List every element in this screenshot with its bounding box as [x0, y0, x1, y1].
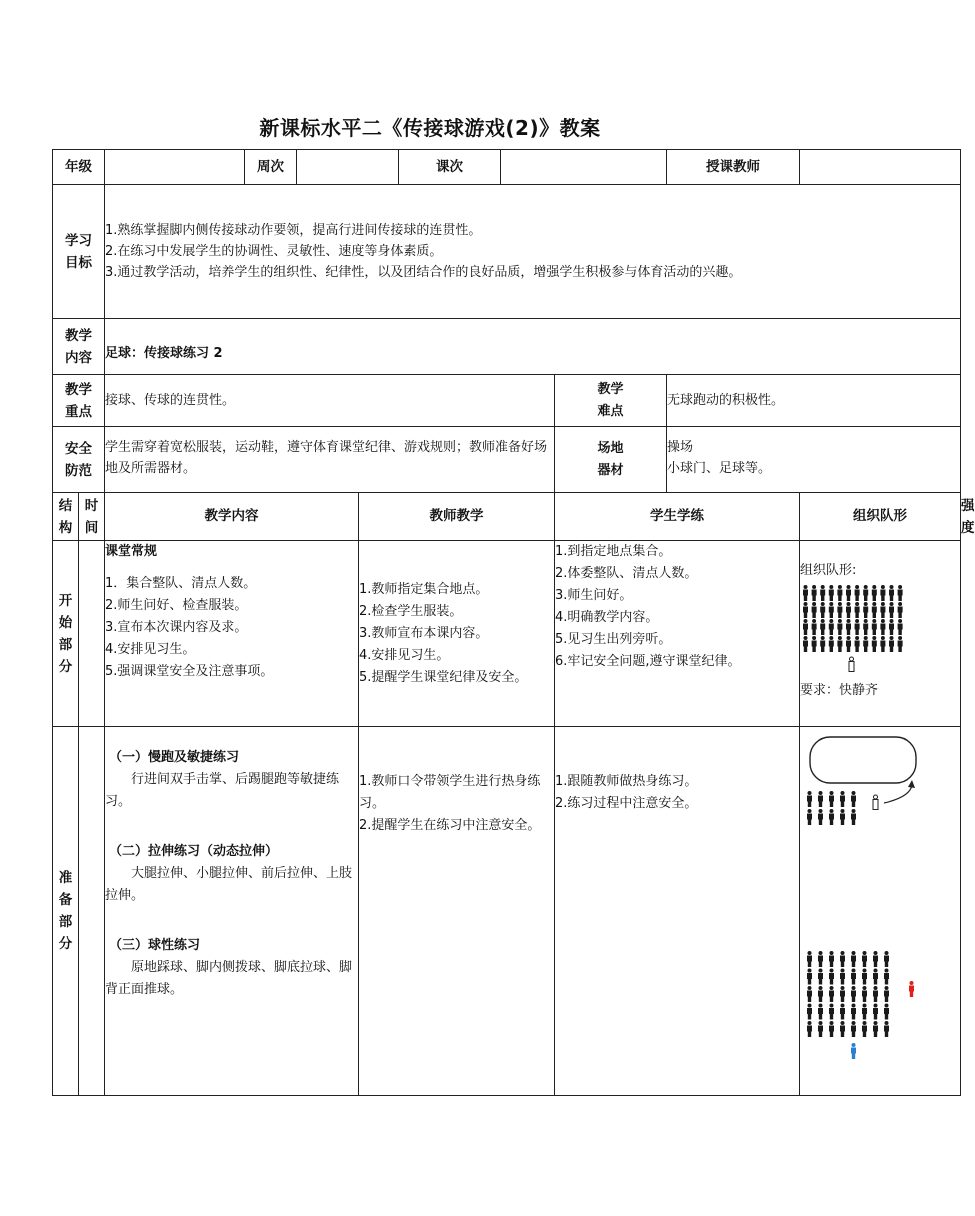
student-figure-icon	[863, 585, 868, 601]
prep-block-title: （三）球性练习	[109, 938, 201, 953]
student-figure-icon	[820, 602, 825, 618]
student-figure-icon	[862, 1021, 867, 1037]
student-figure-icon	[803, 585, 808, 601]
list-item: 1.教师口令带领学生进行热身练习。	[359, 774, 541, 811]
safety-label: 安全 防范	[53, 427, 105, 493]
student-figure-icon	[851, 986, 856, 1002]
student-figure-icon	[820, 636, 825, 652]
student-figure-icon	[873, 1021, 878, 1037]
formation-title: 组织队形:	[800, 563, 857, 578]
difficulty-label: 教学 难点	[555, 375, 667, 427]
student-figure-icon	[898, 585, 903, 601]
col-teacher: 教师教学	[359, 493, 555, 541]
list-item: 2.提醒学生在练习中注意安全。	[359, 818, 541, 833]
student-figure-icon	[818, 1004, 823, 1020]
section-prep-content	[105, 727, 359, 1096]
list-item: 4.安排见习生。	[359, 647, 450, 663]
section-prep-formation	[800, 727, 961, 1096]
student-figure-icon	[889, 602, 894, 618]
student-figure-icon	[812, 636, 817, 652]
student-figure-icon	[837, 602, 842, 618]
student-figure-icon	[873, 969, 878, 985]
col-time: 时 间	[79, 493, 105, 541]
section-start-student	[555, 541, 800, 727]
student-figure-icon	[837, 585, 842, 601]
student-figure-icon	[807, 951, 812, 967]
list-item: 4.安排见习生。	[105, 642, 196, 657]
grade-value[interactable]	[105, 150, 245, 185]
student-figure-icon	[829, 951, 834, 967]
student-figure-icon	[829, 791, 834, 807]
student-figure-icon	[803, 636, 808, 652]
student-figure-icon	[880, 636, 885, 652]
list-item: 1.跟随教师做热身练习。	[555, 774, 698, 789]
prep-block-body: 行进间双手击掌、后踢腿跑等敏捷练习。	[105, 772, 340, 809]
grade-label: 年级	[53, 150, 105, 185]
student-figure-icon	[829, 809, 834, 825]
student-figure-icon	[880, 619, 885, 635]
direction-arrow-icon	[884, 785, 912, 803]
student-figure-icon	[873, 951, 878, 967]
list-item: 5.见习生出列旁听。	[555, 632, 672, 647]
objective-item: 2.在练习中发展学生的协调性、灵敏性、速度等身体素质。	[105, 244, 443, 259]
student-figure-icon	[889, 585, 894, 601]
col-content: 教学内容	[105, 493, 359, 541]
formation-diagram-warmup	[804, 733, 924, 829]
list-item: 5.提醒学生课堂纪律及安全。	[359, 669, 528, 685]
student-figure-icon	[851, 969, 856, 985]
list-item: 1.教师指定集合地点。	[359, 581, 489, 597]
student-figure-icon	[837, 619, 842, 635]
list-item: 2.练习过程中注意安全。	[555, 796, 698, 811]
student-figure-icon	[862, 951, 867, 967]
student-figure-icon	[807, 809, 812, 825]
student-figure-icon	[851, 791, 856, 807]
teacher-value[interactable]	[800, 150, 961, 185]
section-start-content	[105, 541, 359, 727]
student-figure-icon	[818, 951, 823, 967]
lesson-value[interactable]	[501, 150, 667, 185]
teacher-red-figure-icon	[909, 981, 914, 997]
list-item: 2.师生问好、检查服装。	[105, 598, 248, 613]
student-figure-icon	[863, 636, 868, 652]
content-label: 教学 内容	[53, 319, 105, 375]
student-figure-icon	[812, 602, 817, 618]
week-value[interactable]	[297, 150, 399, 185]
student-figure-icon	[803, 619, 808, 635]
col-student: 学生学练	[555, 493, 800, 541]
venue-value: 操场 小球门、足球等。	[667, 427, 961, 493]
student-figure-icon	[889, 636, 894, 652]
student-figure-icon	[829, 619, 834, 635]
lesson-label: 课次	[399, 150, 501, 185]
student-figure-icon	[818, 791, 823, 807]
safety-value: 学生需穿着宽松服装，运动鞋，遵守体育课堂纪律、游戏规则；教师准备好场地及所需器材。	[105, 427, 555, 493]
col-formation: 组织队形	[800, 493, 961, 541]
student-figure-icon	[818, 986, 823, 1002]
section-start-teacher	[359, 541, 555, 727]
student-figure-icon	[846, 619, 851, 635]
key-points-value: 接球、传球的连贯性。	[105, 375, 555, 427]
list-item: 1．集合整队、清点人数。	[105, 576, 257, 591]
list-item: 4.明确教学内容。	[555, 610, 659, 625]
section-prep-teacher	[359, 727, 555, 1096]
student-figure-icon	[880, 602, 885, 618]
student-figure-icon	[807, 986, 812, 1002]
student-figure-icon	[873, 986, 878, 1002]
venue-label: 场地 器材	[555, 427, 667, 493]
student-figure-icon	[807, 969, 812, 985]
student-figure-icon	[829, 986, 834, 1002]
student-figure-icon	[807, 791, 812, 807]
student-figure-icon	[846, 602, 851, 618]
student-figure-icon	[829, 636, 834, 652]
routine-title: 课堂常规	[105, 544, 158, 559]
list-item: 3.师生问好。	[555, 588, 633, 603]
student-figure-icon	[898, 602, 903, 618]
student-figure-icon	[862, 969, 867, 985]
section-prep-student	[555, 727, 800, 1096]
objectives-label: 学习 目标	[53, 185, 105, 319]
formation-requirement: 要求：快静齐	[800, 683, 879, 698]
list-item: 5.强调课堂安全及注意事项。	[105, 664, 274, 679]
student-figure-icon	[840, 986, 845, 1002]
student-figure-icon	[855, 602, 860, 618]
prep-block-body: 大腿拉伸、小腿拉伸、前后拉伸、上肢拉伸。	[105, 866, 353, 903]
student-figure-icon	[884, 1004, 889, 1020]
prep-block-title: （一）慢跑及敏捷练习	[109, 750, 240, 765]
student-figure-icon	[829, 1021, 834, 1037]
student-figure-icon	[884, 986, 889, 1002]
student-figure-icon	[851, 809, 856, 825]
student-figure-icon	[829, 585, 834, 601]
col-structure: 结 构	[53, 493, 79, 541]
objectives-list	[105, 185, 961, 319]
student-figure-icon	[851, 1021, 856, 1037]
running-track-shape	[810, 737, 916, 783]
student-figure-icon	[884, 1021, 889, 1037]
student-figure-icon	[803, 602, 808, 618]
student-figure-icon	[884, 951, 889, 967]
student-figure-icon	[807, 1021, 812, 1037]
student-figure-icon	[840, 1004, 845, 1020]
student-figure-icon	[837, 636, 842, 652]
student-figure-icon	[846, 636, 851, 652]
student-figure-icon	[872, 585, 877, 601]
student-figure-icon	[855, 585, 860, 601]
student-figure-icon	[812, 619, 817, 635]
student-figure-icon	[820, 585, 825, 601]
student-figure-icon	[898, 619, 903, 635]
student-figure-icon	[863, 619, 868, 635]
student-figure-icon	[862, 986, 867, 1002]
difficulty-value: 无球跑动的积极性。	[667, 375, 961, 427]
list-item: 3.宣布本次课内容及求。	[105, 620, 248, 635]
student-figure-icon	[840, 1021, 845, 1037]
content-value: 足球：传接球练习 2	[105, 319, 961, 375]
student-figure-icon	[898, 636, 903, 652]
student-figure-icon	[840, 969, 845, 985]
student-figure-icon	[855, 619, 860, 635]
student-figure-icon	[872, 602, 877, 618]
student-figure-icon	[840, 951, 845, 967]
section-prep-time[interactable]	[79, 727, 105, 1096]
student-figure-icon	[846, 585, 851, 601]
student-figure-icon	[818, 969, 823, 985]
student-figure-icon	[818, 809, 823, 825]
student-figure-icon	[829, 602, 834, 618]
student-figure-icon	[851, 1004, 856, 1020]
formation-diagram-start	[800, 581, 918, 681]
student-figure-icon	[873, 1004, 878, 1020]
objective-item: 3.通过教学活动，培养学生的组织性、纪律性，以及团结合作的良好品质，增强学生积极参与体育活动的兴趣。	[105, 265, 742, 280]
student-figure-icon	[840, 791, 845, 807]
list-item: 2.体委整队、清点人数。	[555, 566, 698, 581]
student-figure-icon	[840, 809, 845, 825]
student-figure-icon	[829, 1004, 834, 1020]
teacher-label: 授课教师	[667, 150, 800, 185]
student-figure-icon	[880, 585, 885, 601]
teacher-figure-icon	[873, 795, 878, 810]
lesson-plan-table: 年级 周次 课次 授课教师 学习 目标 1.熟练掌握脚内侧传接球动作要领，提高行进间传接球的连贯性。 2.在练习中发展学生的协调性、灵敏性、速度等身体素质。 3.通过教学活动，培养学生的组织性、纪律性，以及团结合作的良好品质，增强学生积极参与体育活动的兴趣。 教学 内容 足球：传接球练习 2 教学 重点 接球、传球的连贯性。 教学 难点 无球跑动的积极性。 安全 防范 学生需穿着宽松服装，运动鞋，遵守体育课堂纪律、游戏规则；教师准备好场地及所需器材。 场地 器材 操场 小球门、足球等。 结 构 时 间 教学内容 教师教学 学生学练 组织队形 强 度 开 始 部 分 课堂常规 1．集合整队、清点人数。 2.师生问好、检查服装。 3.宣布本次课内容及求。 4.安排见习生。 5.强调课堂安全及注意事项。 1.教师指定集合地点。 2.检查学生服装。 3.教师宣布本课内容。 4.安排见习生。 5.提醒学生课堂纪律及安全。 1.到指定地点集合。 2.体委整队、清点人数。 3.师生问好。 4.明确教学内容。 5.见习生出列旁听。 6.牢记安全问题,遵守课堂纪律。 组织队形: 要求：快静齐 准 备 部 分 （一）慢跑及敏捷练习 行进间双手击掌、后踢腿跑等敏捷练习。 （二）拉伸练习（动态拉伸） 大腿拉伸、小腿拉伸、前后拉伸、上肢拉伸。 （三）球性练习 原地踩球、脚内侧拨球、脚底拉球、脚背正面推球。 1.教师口令带领学生进行热身练习。 2.提醒学生在练习中注意安全。 1.跟随教师做热身练习。 2.练习过程中注意安全。	[52, 149, 961, 1096]
prep-block-title: （二）拉伸练习（动态拉伸）	[109, 844, 279, 859]
student-figure-icon	[855, 636, 860, 652]
leader-blue-figure-icon	[851, 1043, 856, 1059]
student-figure-icon	[863, 602, 868, 618]
student-figure-icon	[812, 585, 817, 601]
formation-diagram-practice	[804, 949, 924, 1065]
week-label: 周次	[245, 150, 297, 185]
student-figure-icon	[889, 619, 894, 635]
objective-item: 1.熟练掌握脚内侧传接球动作要领，提高行进间传接球的连贯性。	[105, 223, 482, 238]
student-figure-icon	[829, 969, 834, 985]
student-figure-icon	[820, 619, 825, 635]
teacher-figure-icon	[849, 657, 854, 672]
section-prep-label: 准 备 部 分	[53, 727, 79, 1096]
student-figure-icon	[872, 619, 877, 635]
student-figure-icon	[851, 951, 856, 967]
page-title: 新课标水平二《传接球游戏(2)》教案	[259, 116, 601, 140]
list-item: 2.检查学生服装。	[359, 603, 463, 619]
student-figure-icon	[862, 1004, 867, 1020]
student-figure-icon	[884, 969, 889, 985]
student-figure-icon	[872, 636, 877, 652]
list-item: 6.牢记安全问题,遵守课堂纪律。	[555, 654, 741, 669]
section-start-formation	[800, 541, 961, 727]
section-start-time[interactable]	[79, 541, 105, 727]
prep-block-body: 原地踩球、脚内侧拨球、脚底拉球、脚背正面推球。	[105, 960, 353, 997]
list-item: 3.教师宣布本课内容。	[359, 625, 489, 641]
student-figure-icon	[818, 1021, 823, 1037]
key-points-label: 教学 重点	[53, 375, 105, 427]
section-start-label: 开 始 部 分	[53, 541, 79, 727]
list-item: 1.到指定地点集合。	[555, 544, 672, 559]
student-figure-icon	[807, 1004, 812, 1020]
